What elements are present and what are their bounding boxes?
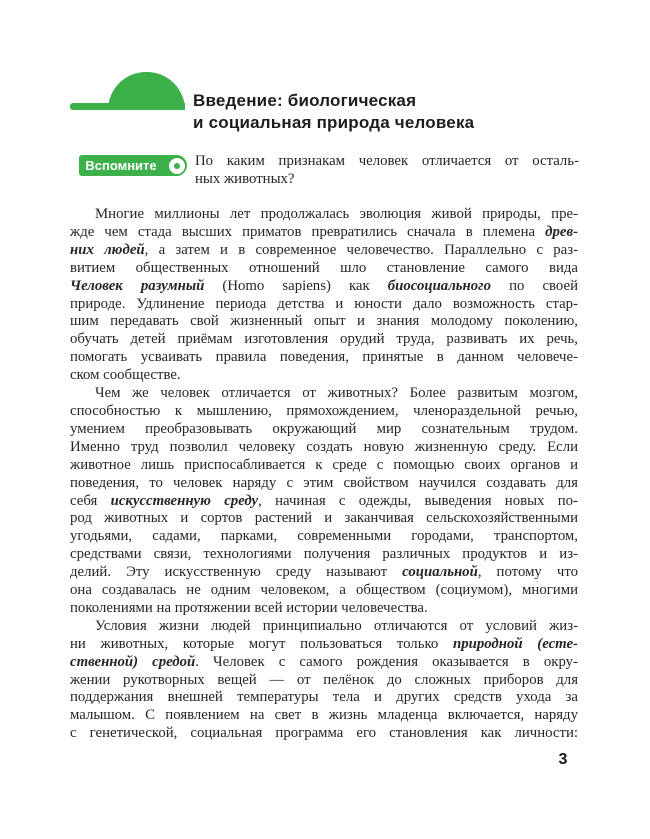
term-emphasis: биосоциального — [387, 277, 492, 294]
badge-bullet-dot — [174, 163, 180, 169]
text-segment: делий. Эту искусственную среду называют — [70, 564, 403, 581]
text-line — [70, 385, 578, 403]
text-segment: Именно труд позволил человеку создать новую жизненную среду. Если — [70, 438, 578, 455]
text-line — [70, 546, 578, 564]
page-title-line2: и социальная природа человека — [193, 113, 475, 132]
term-emphasis: Человек разумный — [70, 277, 205, 294]
text-line — [70, 564, 578, 582]
text-segment: средствами связи, технологиями получения различных продуктов и из- — [70, 546, 578, 563]
term-emphasis: искусственную среду — [110, 492, 259, 509]
page-title — [193, 90, 474, 134]
text-line — [195, 170, 579, 188]
text-segment: умением преобразовывать окружающий мир сознательным трудом. — [70, 420, 578, 437]
text-segment: поколениями на протяжении всей истории человечества. — [70, 599, 428, 616]
text-segment: род животных и сортов растений и заканчивая сельскохозяйственными — [70, 510, 578, 527]
text-segment: ных животных? — [195, 171, 295, 187]
text-segment: животное лишь приспосабливается к среде с помощью своих органов и — [70, 456, 578, 473]
article-text — [70, 206, 578, 743]
text-line — [70, 654, 578, 672]
recall-question — [195, 152, 579, 188]
text-line — [70, 510, 578, 528]
text-line — [70, 242, 578, 260]
text-segment: , потому что — [477, 564, 578, 581]
text-line — [70, 421, 578, 439]
text-line — [70, 457, 578, 475]
paragraph — [70, 385, 578, 618]
text-line — [70, 349, 578, 367]
text-line — [70, 636, 578, 654]
text-segment: (Homo sapiens) как — [204, 277, 388, 294]
recall-badge — [79, 155, 187, 176]
text-segment: Многие миллионы лет продолжалась эволюция живой природы, пре- — [95, 206, 578, 222]
badge-bullet-icon — [169, 158, 185, 174]
text-segment: шим передавать свой жизненный опыт и знания молодому поколению, — [70, 313, 578, 330]
text-segment: ском сообществе. — [70, 367, 181, 384]
text-segment: обучать детей приёмам изготовления орудий труда, развивать их речь, — [70, 331, 578, 348]
term-emphasis: них людей — [70, 241, 145, 258]
text-segment: малышом. С появлением на свет в жизнь младенца включается, наряду — [70, 707, 578, 724]
text-line — [195, 152, 579, 170]
paragraph — [70, 206, 578, 385]
text-segment: по своей — [491, 277, 578, 294]
text-segment: жении рукотворных вещей — от пелёнок до сложных приборов для — [70, 671, 578, 688]
text-line — [70, 493, 578, 511]
text-segment: , а затем и в современное человечество. Параллельно с раз- — [144, 241, 578, 258]
text-segment: она создавалась не одним человеком, а обществом (социумом), многими — [70, 582, 578, 599]
text-segment: витием общественных отношений шло становление самого вида — [70, 259, 578, 276]
text-line — [70, 582, 578, 600]
text-segment: угодьями, садами, парками, современными городами, транспортом, — [70, 528, 578, 545]
text-segment: помогать усваивать правила поведения, принятые в данном человече- — [70, 349, 578, 366]
text-line — [70, 260, 578, 278]
term-emphasis: ственной) средой — [70, 653, 196, 670]
text-line — [70, 313, 578, 331]
text-line — [70, 600, 578, 618]
text-line — [70, 367, 578, 385]
text-segment: По каким признакам человек отличается от осталь- — [195, 153, 579, 169]
text-line — [70, 439, 578, 457]
text-line — [70, 206, 578, 224]
text-line — [70, 672, 578, 690]
text-line — [70, 725, 578, 743]
text-segment: , начиная с одежды, выведения новых по- — [258, 492, 578, 509]
text-line — [70, 528, 578, 546]
term-emphasis: природной (есте- — [452, 635, 578, 652]
term-emphasis: социальной — [402, 564, 478, 581]
text-line — [70, 475, 578, 493]
text-line — [70, 618, 578, 636]
text-line — [70, 331, 578, 349]
text-segment: Условия жизни людей принципиально отличаются от условий жиз- — [95, 617, 578, 634]
text-segment: с генетической, социальная программа его становления как личности: — [70, 725, 578, 742]
text-segment: Чем же человек отличается от животных? Более развитым мозгом, — [95, 385, 578, 402]
paragraph — [70, 618, 578, 743]
text-segment: поддержания внешней температуры тела и других средств ухода за — [70, 689, 578, 706]
text-line — [70, 224, 578, 242]
term-emphasis: древ- — [545, 223, 578, 240]
text-line — [70, 707, 578, 725]
recall-badge-label: Вспомните — [85, 158, 157, 173]
text-segment: . Человек с самого рождения оказывается в окру- — [195, 653, 578, 670]
text-line — [70, 278, 578, 296]
text-segment: себя — [70, 492, 111, 509]
text-line — [70, 403, 578, 421]
text-segment: жде чем стада высших приматов превратились сначала в племена — [70, 223, 546, 240]
text-segment: природе. Удлинение периода детства и юности дало возможность стар- — [70, 295, 578, 312]
logo-hill-icon — [108, 72, 185, 110]
text-segment: способностью к мышлению, прямохождением, членораздельной речью, — [70, 402, 578, 419]
text-segment: поведения, то человек наряду с этим свойством научился создавать для — [70, 474, 578, 491]
text-line — [70, 689, 578, 707]
page-number: 3 — [558, 751, 568, 768]
text-line — [70, 296, 578, 314]
text-segment: ни животных, которые могут пользоваться только — [70, 635, 453, 652]
page-title-line1: Введение: биологическая — [193, 91, 417, 110]
